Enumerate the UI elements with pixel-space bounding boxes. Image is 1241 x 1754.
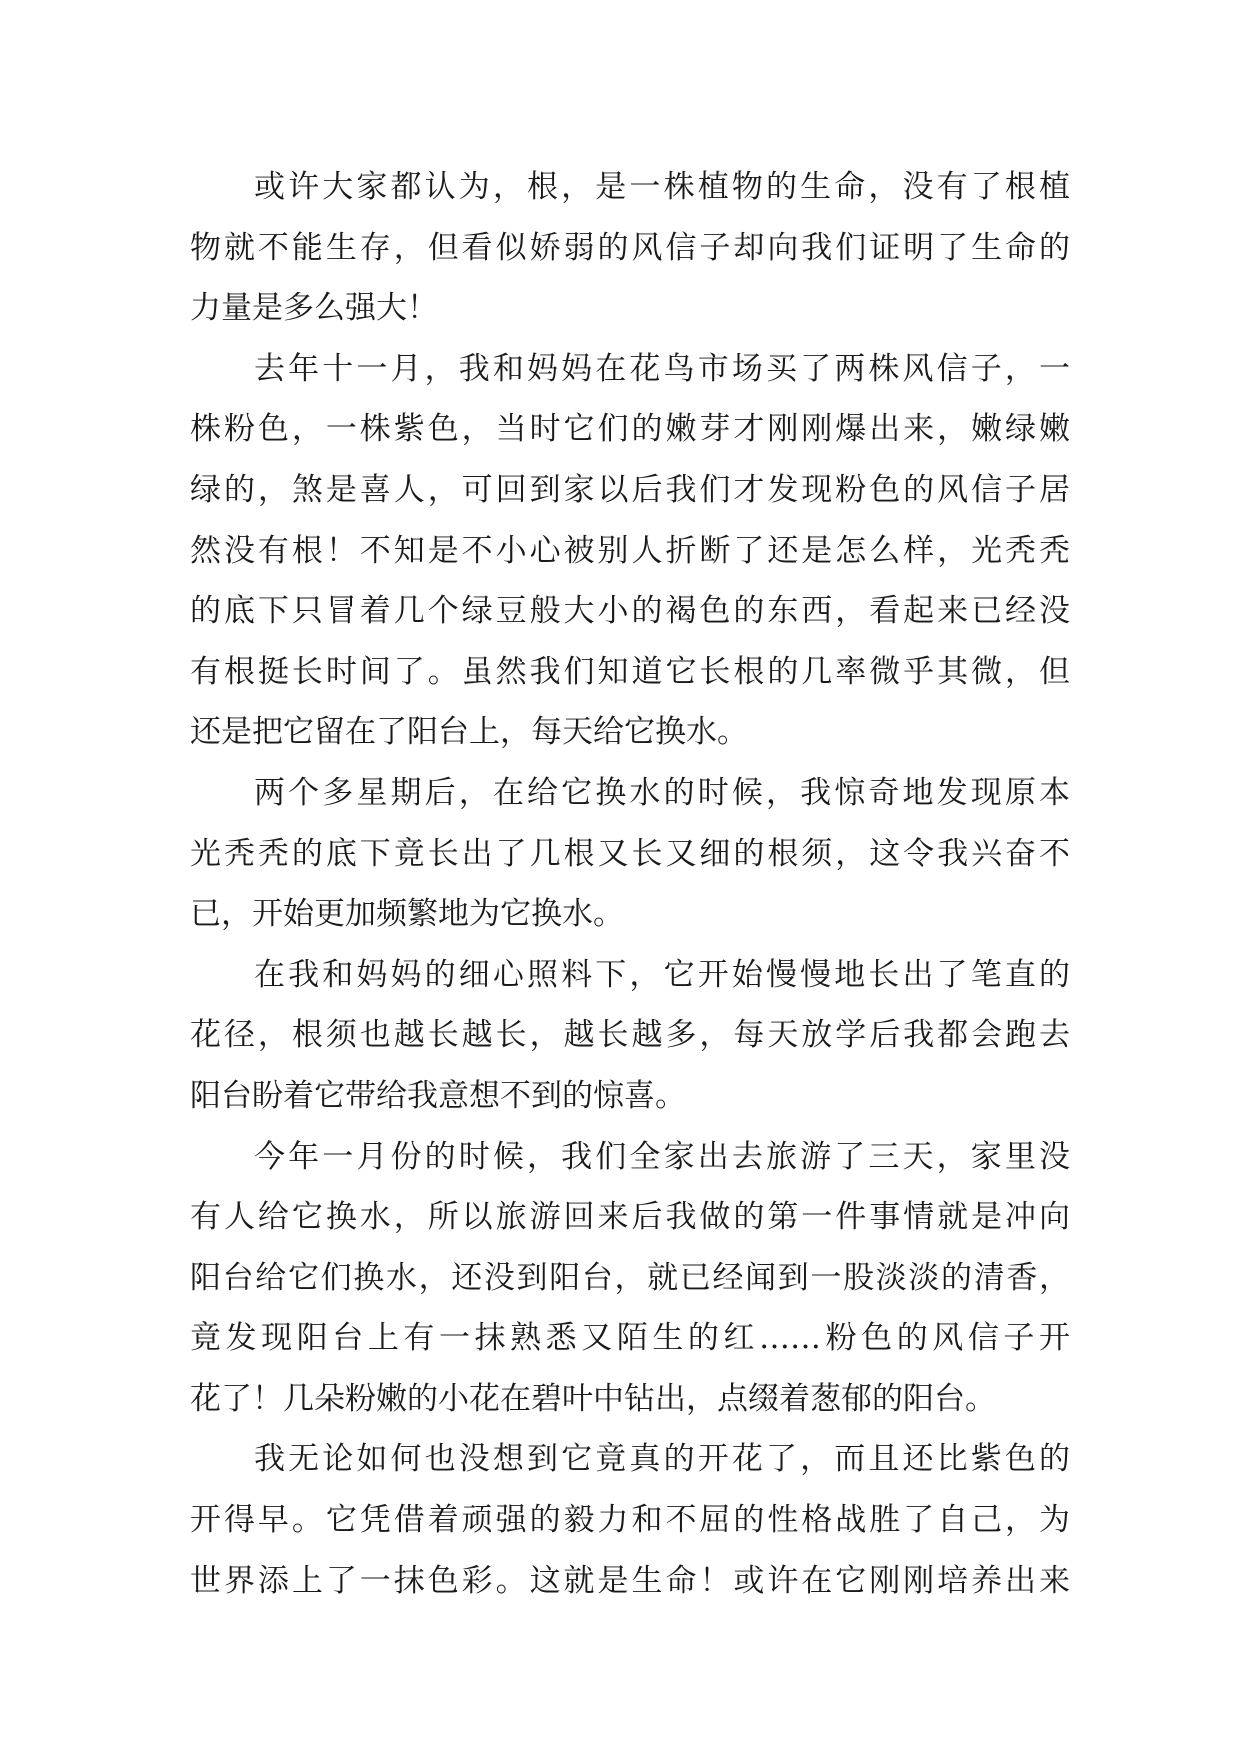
text-line: 有根挺长时间了。虽然我们知道它长根的几率微乎其微，但 [190,653,1070,690]
text-line: 光秃秃的底下竟长出了几根又长又细的根须，这令我兴奋不 [190,835,1070,872]
paragraph [190,763,1070,945]
paragraph [190,157,1070,339]
text-line: 阳台盼着它带给我意想不到的惊喜。 [190,1077,686,1114]
text-line: 阳台给它们换水，还没到阳台，就已经闻到一股淡淡的清香， [190,1259,1070,1296]
text-line: 力量是多么强大！ [190,290,438,327]
text-line: 已，开始更加频繁地为它换水。 [190,896,624,933]
text-line: 株粉色，一株紫色，当时它们的嫩芽才刚刚爆出来，嫩绿嫩 [190,411,1070,448]
text-line: 在我和妈妈的细心照料下，它开始慢慢地长出了笔直的 [254,956,1070,993]
paragraph [190,1429,1070,1611]
text-line: 去年十一月，我和妈妈在花鸟市场买了两株风信子，一 [254,350,1070,387]
text-line: 花了！几朵粉嫩的小花在碧叶中钻出，点缀着葱郁的阳台。 [190,1380,996,1417]
paragraph [190,1127,1070,1430]
text-line: 有人给它换水，所以旅游回来后我做的第一件事情就是冲向 [190,1199,1070,1236]
text-line: 或许大家都认为，根，是一株植物的生命，没有了根植 [254,169,1070,205]
text-line: 两个多星期后，在给它换水的时候，我惊奇地发现原本 [254,774,1070,811]
text-line: 我无论如何也没想到它竟真的开花了，而且还比紫色的 [254,1441,1070,1478]
text-line: 然没有根！不知是不小心被别人折断了还是怎么样，光秃秃 [190,532,1070,569]
paragraph [190,945,1070,1127]
text-line: 世界添上了一抹色彩。这就是生命！或许在它刚刚培养出来 [190,1562,1070,1599]
essay-body [190,157,1070,1611]
text-line: 花径，根须也越长越长，越长越多，每天放学后我都会跑去 [190,1017,1070,1054]
text-line: 绿的，煞是喜人，可回到家以后我们才发现粉色的风信子居 [190,471,1070,508]
text-line: 竟发现阳台上有一抹熟悉又陌生的红……粉色的风信子开 [190,1320,1070,1357]
text-line: 的底下只冒着几个绿豆般大小的褐色的东西，看起来已经没 [190,593,1070,630]
paragraph [190,339,1070,763]
text-line: 还是把它留在了阳台上，每天给它换水。 [190,714,748,751]
text-line: 今年一月份的时候，我们全家出去旅游了三天，家里没 [254,1138,1070,1175]
text-line: 物就不能生存，但看似娇弱的风信子却向我们证明了生命的 [190,229,1070,266]
text-line: 开得早。它凭借着顽强的毅力和不屈的性格战胜了自己，为 [190,1502,1070,1539]
